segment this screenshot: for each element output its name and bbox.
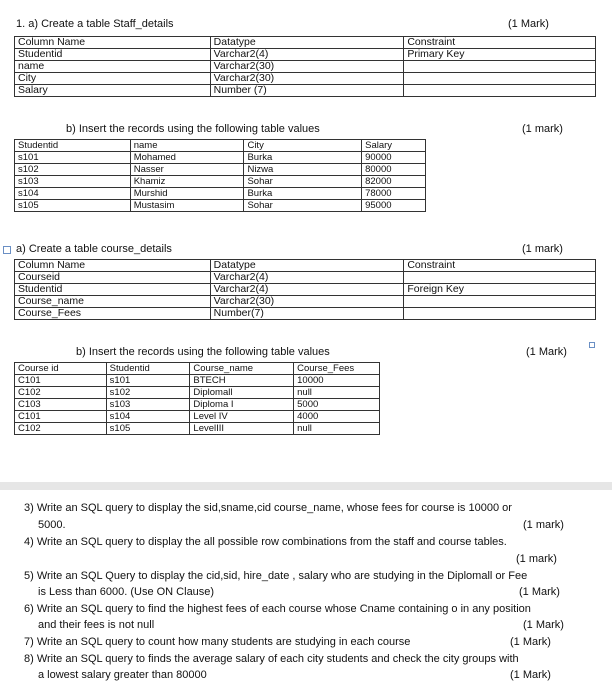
table-cell: Varchar2(30) xyxy=(210,61,404,73)
table-cell: 90000 xyxy=(362,152,426,164)
table-cell: Primary Key xyxy=(404,49,596,61)
table-row xyxy=(15,37,596,49)
table-cell: s105 xyxy=(15,200,131,212)
table-cell: 10000 xyxy=(294,375,380,387)
staff-data-table xyxy=(14,139,426,212)
table-row xyxy=(15,375,380,387)
table-cell: null xyxy=(294,423,380,435)
table-cell: Column Name xyxy=(15,37,211,49)
table-row xyxy=(15,284,596,296)
table-cell: Varchar2(4) xyxy=(210,49,404,61)
q2-mark: (1 mark) xyxy=(522,243,563,255)
question-5-line1: 5) Write an SQL Query to display the cid,sid, hire_date , salary who are studying in the Diplomall or Fee xyxy=(24,570,528,582)
table-cell: Burka xyxy=(244,152,362,164)
table-cell: Nizwa xyxy=(244,164,362,176)
table-row xyxy=(15,260,596,272)
q1b-mark: (1 mark) xyxy=(522,123,563,135)
table-row xyxy=(15,188,426,200)
table-cell: Salary xyxy=(15,85,211,97)
table-row xyxy=(15,176,426,188)
table-cell: C103 xyxy=(15,399,107,411)
table-row xyxy=(15,363,380,375)
table-cell: Number(7) xyxy=(210,308,404,320)
table-cell: Mustasim xyxy=(130,200,244,212)
table-cell: Course id xyxy=(15,363,107,375)
table-cell: Column Name xyxy=(15,260,211,272)
table-cell: s104 xyxy=(106,411,190,423)
question-8-line1: 8) Write an SQL query to finds the average salary of each city students and check the city groups with xyxy=(24,653,519,665)
table-row xyxy=(15,296,596,308)
table-cell: Course_name xyxy=(15,296,211,308)
table-cell: Salary xyxy=(362,140,426,152)
table-cell: s103 xyxy=(106,399,190,411)
table-cell: s103 xyxy=(15,176,131,188)
table-row xyxy=(15,423,380,435)
question-4-line1: 4) Write an SQL query to display the all possible row combinations from the staff and course tables. xyxy=(24,536,507,548)
table-cell: s102 xyxy=(106,387,190,399)
q1b-title: b) Insert the records using the following table values xyxy=(66,123,320,135)
question-6-line1: 6) Write an SQL query to find the highest fees of each course whose Cname containing o in any position xyxy=(24,603,531,615)
table-cell: C101 xyxy=(15,411,107,423)
table-cell: 95000 xyxy=(362,200,426,212)
table-cell: Datatype xyxy=(210,37,404,49)
question-list xyxy=(0,490,612,700)
table-cell: City xyxy=(15,73,211,85)
table-cell xyxy=(404,85,596,97)
table-cell: Khamiz xyxy=(130,176,244,188)
table-cell: LevelIII xyxy=(190,423,294,435)
table-row xyxy=(15,49,596,61)
table-cell: Datatype xyxy=(210,260,404,272)
table-cell: C101 xyxy=(15,375,107,387)
table-cell: Course_Fees xyxy=(15,308,211,320)
table-cell: Number (7) xyxy=(210,85,404,97)
table-row xyxy=(15,411,380,423)
table-row xyxy=(15,272,596,284)
table-row xyxy=(15,73,596,85)
table-row xyxy=(15,164,426,176)
question-7-mark: (1 Mark) xyxy=(510,636,551,648)
table-cell xyxy=(404,272,596,284)
table-cell: Studentid xyxy=(15,49,211,61)
table-cell: name xyxy=(130,140,244,152)
table-cell: s102 xyxy=(15,164,131,176)
q2b-mark: (1 Mark) xyxy=(526,346,567,358)
table-cell: Courseid xyxy=(15,272,211,284)
table-cell: null xyxy=(294,387,380,399)
table-cell: s104 xyxy=(15,188,131,200)
question-5-mark: (1 Mark) xyxy=(519,586,560,598)
question-4-mark: (1 mark) xyxy=(516,553,557,565)
table-cell: 5000 xyxy=(294,399,380,411)
table-cell: Varchar2(4) xyxy=(210,272,404,284)
q2b-title: b) Insert the records using the following table values xyxy=(76,346,330,358)
table-row xyxy=(15,387,380,399)
table-row xyxy=(15,152,426,164)
table-cell xyxy=(404,296,596,308)
table-cell: Nasser xyxy=(130,164,244,176)
table-cell: name xyxy=(15,61,211,73)
table-cell: Course_name xyxy=(190,363,294,375)
table-cell: s105 xyxy=(106,423,190,435)
table-cell xyxy=(404,73,596,85)
table-row xyxy=(15,140,426,152)
table-cell: Sohar xyxy=(244,200,362,212)
move-handle-icon[interactable] xyxy=(3,246,11,254)
question-8-mark: (1 Mark) xyxy=(510,669,551,681)
table-cell: Burka xyxy=(244,188,362,200)
question-6-line2: and their fees is not null xyxy=(38,619,155,631)
question-8-line2: a lowest salary greater than 80000 xyxy=(38,669,207,681)
table-cell: s101 xyxy=(15,152,131,164)
table-cell: 78000 xyxy=(362,188,426,200)
question-3-mark: (1 mark) xyxy=(523,519,564,531)
table-cell: Foreign Key xyxy=(404,284,596,296)
table-cell xyxy=(404,308,596,320)
resize-handle-icon[interactable] xyxy=(589,342,595,348)
question-3-line2: 5000. xyxy=(38,519,66,531)
table-cell: Varchar2(30) xyxy=(210,296,404,308)
q1-mark: (1 Mark) xyxy=(508,18,549,30)
table-cell: 82000 xyxy=(362,176,426,188)
table-cell: C102 xyxy=(15,387,107,399)
q2-title: a) Create a table course_details xyxy=(16,243,172,255)
table-row xyxy=(15,399,380,411)
table-cell: s101 xyxy=(106,375,190,387)
question-5-line2: is Less than 6000. (Use ON Clause) xyxy=(38,586,215,598)
staff-schema-table xyxy=(14,36,596,97)
table-cell: Murshid xyxy=(130,188,244,200)
table-cell: Constraint xyxy=(404,37,596,49)
table-cell: Varchar2(4) xyxy=(210,284,404,296)
table-row xyxy=(15,85,596,97)
table-cell: Mohamed xyxy=(130,152,244,164)
table-cell: Diplomall xyxy=(190,387,294,399)
table-cell: City xyxy=(244,140,362,152)
table-cell xyxy=(404,61,596,73)
q1-title: 1. a) Create a table Staff_details xyxy=(16,18,174,30)
table-cell: Varchar2(30) xyxy=(210,73,404,85)
table-cell: Level IV xyxy=(190,411,294,423)
table-row xyxy=(15,200,426,212)
table-cell: 4000 xyxy=(294,411,380,423)
table-row xyxy=(15,61,596,73)
table-cell: Studentid xyxy=(106,363,190,375)
table-cell: BTECH xyxy=(190,375,294,387)
question-7-line1: 7) Write an SQL query to count how many students are studying in each course xyxy=(24,636,411,648)
table-cell: C102 xyxy=(15,423,107,435)
table-cell: Course_Fees xyxy=(294,363,380,375)
table-cell: Studentid xyxy=(15,140,131,152)
table-cell: 80000 xyxy=(362,164,426,176)
question-3-line1: 3) Write an SQL query to display the sid,sname,cid course_name, whose fees for course is 10000 or xyxy=(24,502,512,514)
separator-band xyxy=(0,482,612,490)
course-data-table xyxy=(14,362,380,435)
question-6-mark: (1 Mark) xyxy=(523,619,564,631)
table-row xyxy=(15,308,596,320)
table-cell: Diploma I xyxy=(190,399,294,411)
table-cell: Constraint xyxy=(404,260,596,272)
table-cell: Sohar xyxy=(244,176,362,188)
course-schema-table xyxy=(14,259,596,320)
table-cell: Studentid xyxy=(15,284,211,296)
